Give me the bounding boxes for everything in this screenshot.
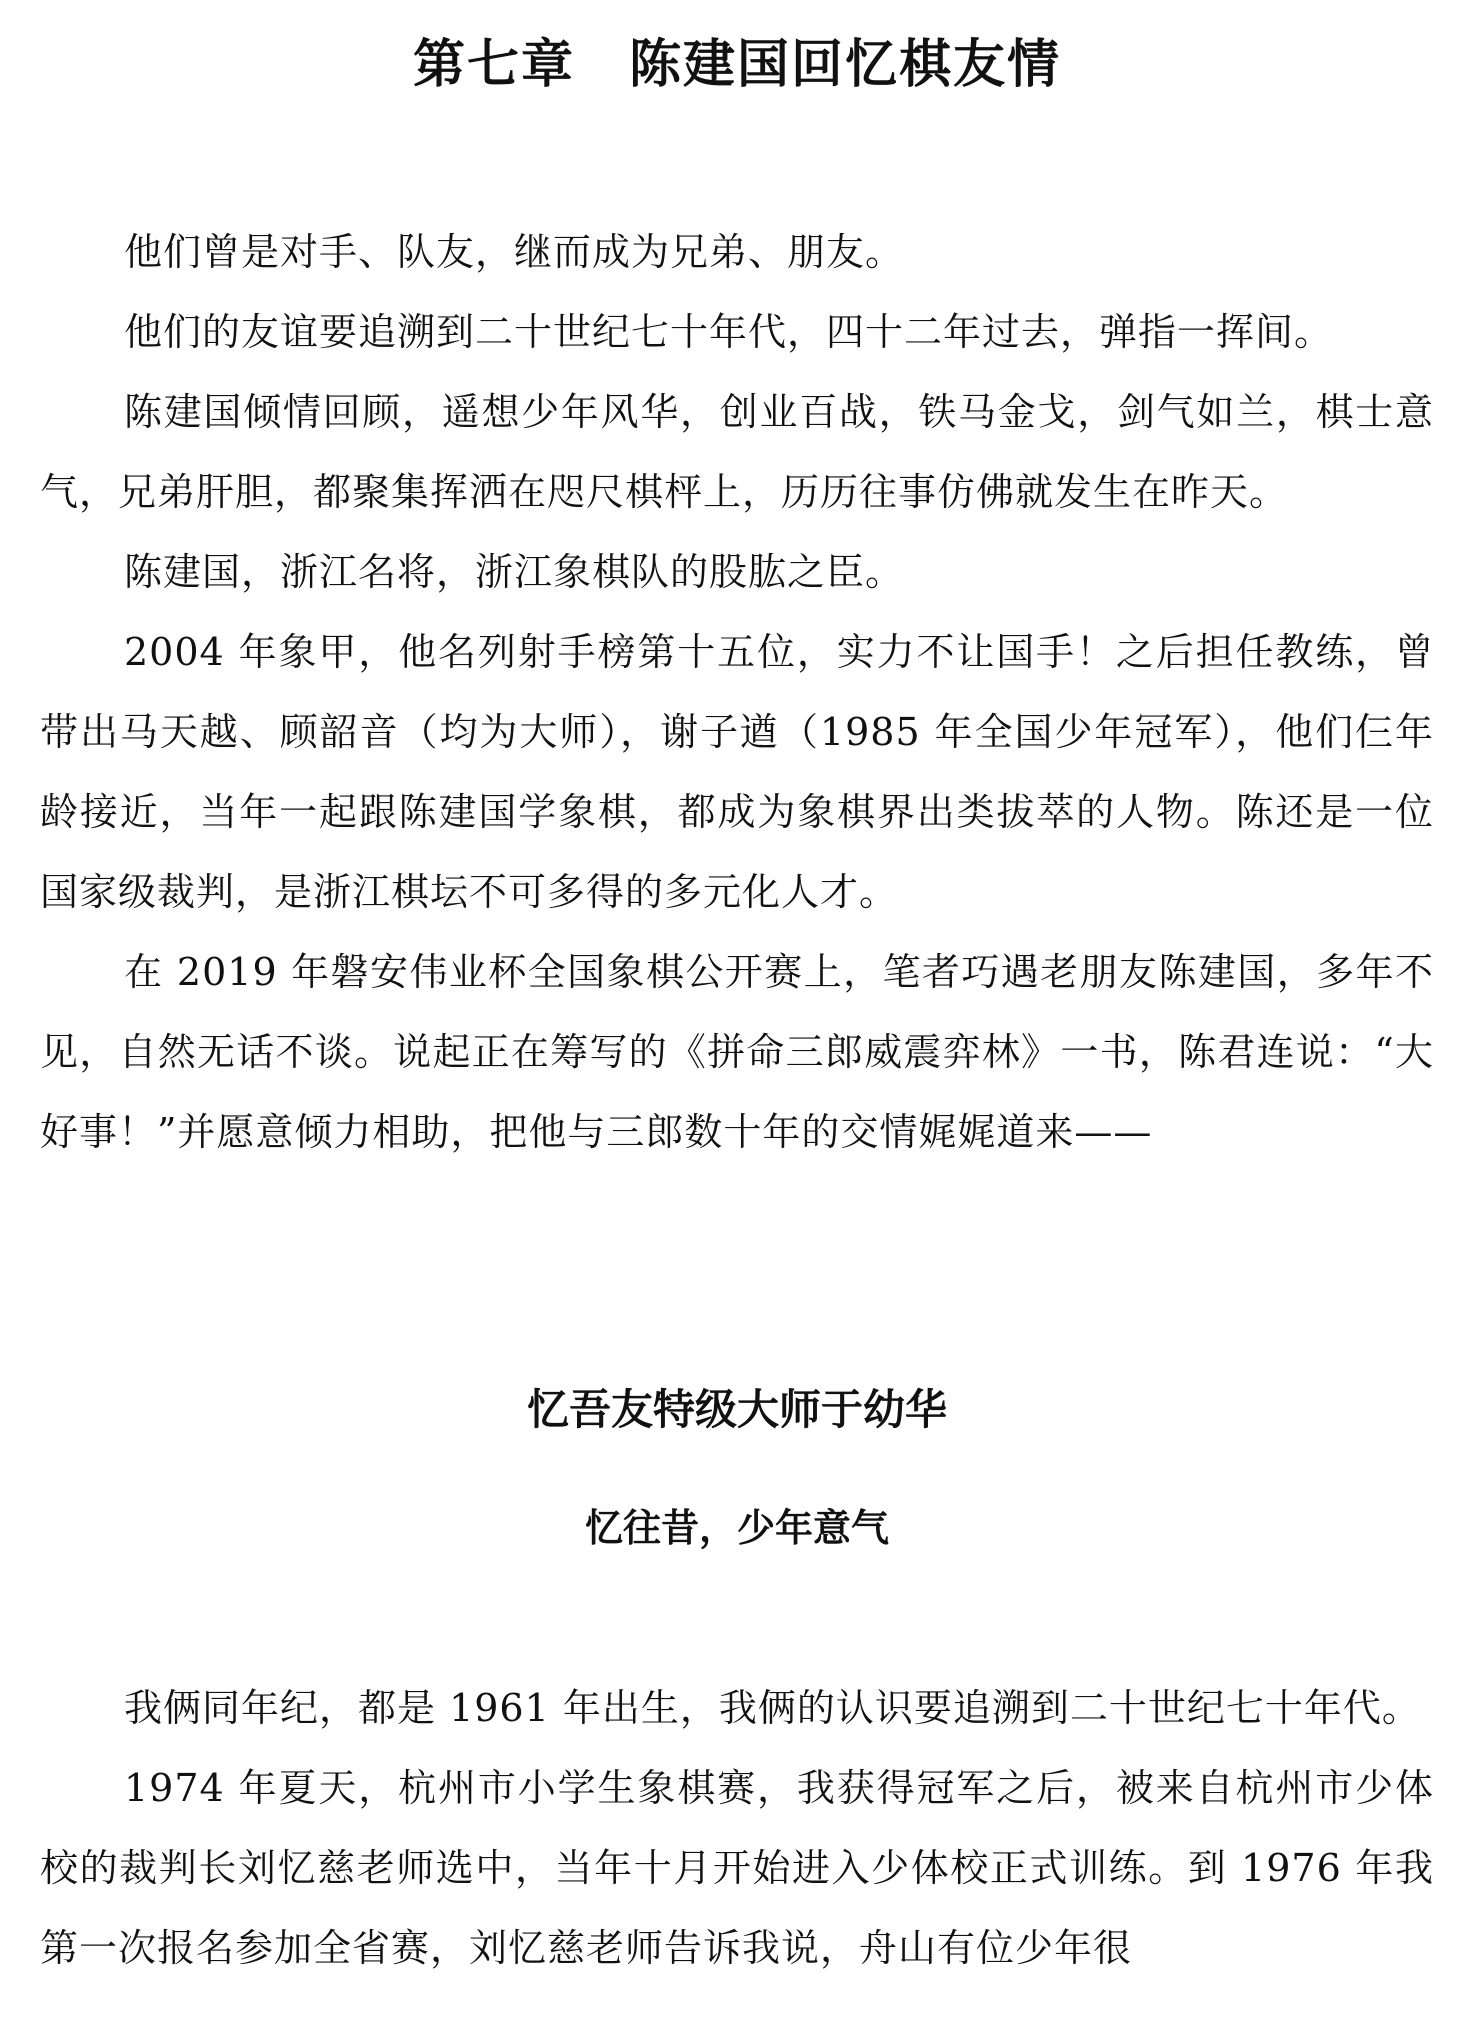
body-paragraph-2: 1974 年夏天，杭州市小学生象棋赛，我获得冠军之后，被来自杭州市少体校的裁判长刘忆慈老师选中，当年十月开始进入少体校正式训练。到 1976 年我第一次报名参加全省赛，刘忆慈老师告诉我说，舟山有位少年很 <box>40 1766 1434 1970</box>
body-paragraph-1: 我俩同年纪，都是 1961 年出生，我俩的认识要追溯到二十世纪七十年代。 <box>124 1686 1421 1730</box>
subsection-title: 忆往昔，少年意气 <box>584 1506 889 1550</box>
intro-paragraph-4: 陈建国，浙江名将，浙江象棋队的股肱之臣。 <box>124 550 905 594</box>
intro-section <box>40 212 1434 1172</box>
intro-paragraph-6: 在 2019 年磐安伟业杯全国象棋公开赛上，笔者巧遇老朋友陈建国，多年不见，自然无话不谈。说起正在筹写的《拼命三郎威震弈林》一书，陈君连说：“大好事！”并愿意倾力相助，把他与三郎数十年的交情娓娓道来—— <box>40 950 1434 1154</box>
intro-paragraph-3: 陈建国倾情回顾，遥想少年风华，创业百战，铁马金戈，剑气如兰，棋士意气，兄弟肝胆，都聚集挥洒在咫尺棋枰上，历历往事仿佛就发生在昨天。 <box>40 390 1434 514</box>
body-section <box>40 1668 1434 1988</box>
chapter-title: 第七章 陈建国回忆棋友情 <box>412 35 1061 95</box>
section-title: 忆吾友特级大师于幼华 <box>526 1385 947 1434</box>
document-page <box>40 0 1434 1970</box>
intro-paragraph-1: 他们曾是对手、队友，继而成为兄弟、朋友。 <box>124 230 905 274</box>
intro-paragraph-2: 他们的友谊要追溯到二十世纪七十年代，四十二年过去，弹指一挥间。 <box>124 310 1334 354</box>
intro-paragraph-5: 2004 年象甲，他名列射手榜第十五位，实力不让国手！之后担任教练，曾带出马天越、顾韶音（均为大师），谢子遒（1985 年全国少年冠军），他们仨年龄接近，当年一起跟陈建国学象棋，都成为象棋界出类拔萃的人物。陈还是一位国家级裁判，是浙江棋坛不可多得的多元化人才。 <box>40 630 1434 914</box>
